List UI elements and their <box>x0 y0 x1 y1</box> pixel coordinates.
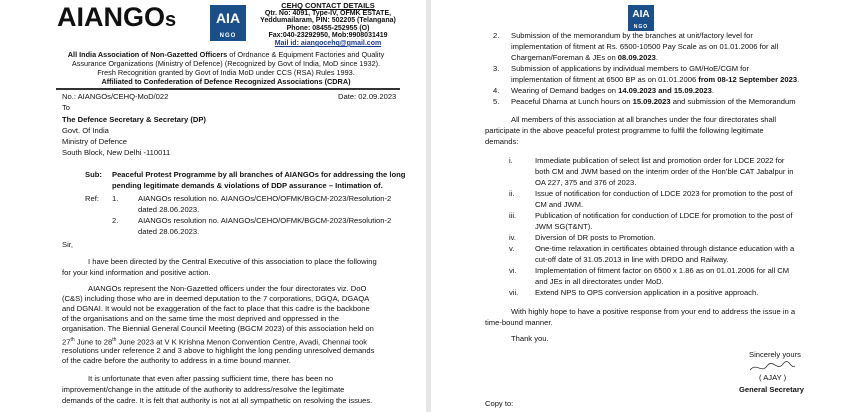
body-line: of the organisations and on the same time the most deprived and oppressed in the <box>62 314 339 323</box>
demand-line: Extend NPS to OPS conversion application in a positive approach. <box>535 288 759 297</box>
demand-line: Implementation of fitment factor on 6500 x 1.86 as on 01.01.2006 for all CM <box>535 266 790 275</box>
body-line: I have been directed by the Central Executive of this association to place the following <box>88 257 377 266</box>
demand-line: Publication of notification for conduction of LDCE for promotion to the post of <box>535 211 793 220</box>
demand-line: both CM and JWM based on the interim order of the Hon’ble CAT Jabalpur in <box>535 167 794 176</box>
closing-line: With highly hope to have a positive response from your end to address the issue in a <box>511 307 796 316</box>
subject-label: Sub: <box>85 170 102 179</box>
body-line: of the cadre before the authority to address in a time bound manner. <box>62 356 291 365</box>
body-line: and DGNAI. It would not be exaggeration of the fact to place that this cadre is the backbone <box>62 304 370 313</box>
body-line-with-dates: 27th June to 28th June 2023 at V K Krishna Menon Convention Centre, Avadi, Chennai took <box>62 337 367 347</box>
addressee-line: Ministry of Defence <box>62 137 127 146</box>
to-label: To <box>62 103 71 112</box>
programme-line: Peaceful Dharna at Lunch hours on 15.09.2023 and submission of the Memorandum <box>511 97 796 106</box>
body-line: resolutions under reference 2 and 3 above to highlight the long pending unresolved demands <box>62 346 375 355</box>
programme-line: Wearing of Demand badges on 14.09.2023 and 15.09.2023. <box>511 86 714 95</box>
demand-line: cut-off date of 31.05.2013 in line with DRDO and Railway. <box>535 255 729 264</box>
thanks: Thank you. <box>511 334 549 343</box>
demand-number: iii. <box>509 211 517 220</box>
demand-number: ii. <box>509 189 515 198</box>
body-line: participate in the above peaceful protest programme to fulfil the following legitimate <box>485 126 764 135</box>
programme-line: Submission of applications by individual members to GM/HoE/CGM for <box>511 64 750 73</box>
addressee-line: South Block, New Delhi -110011 <box>62 148 171 157</box>
demand-line: Issue of notification for conduction of LDCE 2023 for promotion to the post of <box>535 189 793 198</box>
letter-page-1 <box>0 0 426 412</box>
letter-page-2 <box>431 0 865 412</box>
aiango-logo-icon: AIA NGO <box>210 5 246 41</box>
programme-number: 5. <box>493 97 500 106</box>
programme-line: Chargeman/Foreman & JEs on 08.09.2023. <box>511 53 658 62</box>
sincerely: Sincerely yours <box>749 350 801 359</box>
demand-line: CM and JWM. <box>535 200 584 209</box>
association-header: All India Association of Non-Gazetted Officers of Ordnance & Equipment Factories and Quality Assurance Organizations (Ministry of Defence) (Recognized by Govt of India, MoD since 1932). Fresh Recognition granted by Govt of India MoD under CCS (RSA) Rules 1993. Affiliated to Confederation of Defence Recognized Associations (CDRA) <box>67 50 385 86</box>
body-line: All members of this association at all branches under the four directorates shall <box>511 115 777 124</box>
addressee-line: Govt. Of India <box>62 126 109 135</box>
closing-line: time-bound manner. <box>485 318 553 327</box>
demand-number: vi. <box>509 266 517 275</box>
demand-line: Immediate publication of select list and promotion order for LDCE 2022 for <box>535 156 785 165</box>
demand-line: Diversion of DR posts to Promotion. <box>535 233 656 242</box>
ref-line: AIANGOs resolution no. AIANGOs/CEHO/OFMK/BGCM-2023/Resolution-2 <box>138 216 392 225</box>
demand-number: v. <box>509 244 515 253</box>
programme-line: implementation of fitment at Rs. 6500-10500 Pay Scale as on 01.01.2006 for all <box>511 42 779 51</box>
ref-line: dated 28.06.2023. <box>138 205 200 214</box>
header-divider <box>56 88 400 90</box>
body-line: AIANGOs represent the Non-Gazetted officers under the four directorates viz. DoO <box>88 284 367 293</box>
ref-number: 2. <box>112 216 119 225</box>
aiango-logo-icon: AIA NGO <box>628 5 654 31</box>
ref-number: 1. <box>112 194 119 203</box>
salutation: Sir, <box>62 240 73 249</box>
body-line: for your kind information and positive action. <box>62 268 211 277</box>
demand-line: OA 227, 375 and 376 of 2023. <box>535 178 637 187</box>
demand-line: and JEs in all directorates under MoD. <box>535 277 664 286</box>
demand-number: i. <box>509 156 513 165</box>
body-line: (C&S) including those who are in deemed deputation to the 7 corporations, DGQA, DGAQA <box>62 294 370 303</box>
signatory-title: General Secretary <box>739 385 805 394</box>
demand-number: vii. <box>509 288 519 297</box>
signatory-name: ( AJAY ) <box>759 373 787 382</box>
demand-line: JWM SG(T&NT). <box>535 222 593 231</box>
body-line: improvement/change in the attitude of the authority to address/resolve the legitimate <box>62 385 345 394</box>
demand-line: One-time relaxation in certificates obtained through distance education with a <box>535 244 795 253</box>
programme-number: 3. <box>493 64 500 73</box>
subject-line: pending legitimate demands & violations of DDP assurance – Intimation of. <box>112 181 383 190</box>
org-title: AIANGOs <box>57 2 177 32</box>
body-line: It is unfortunate that even after passing sufficient time, there has been no <box>88 374 334 383</box>
copy-to-label: Copy to: <box>485 399 514 408</box>
body-line: demands: <box>485 137 519 146</box>
body-line: demands of the cadre. It is felt that authority is not at all sympathetic on resolving the issues. <box>62 396 373 405</box>
subject-line: Peaceful Protest Programme by all branches of AIANGOs for addressing the long <box>112 170 406 179</box>
programme-number: 2. <box>493 31 500 40</box>
ref-label: Ref: <box>85 194 99 203</box>
programme-number: 4. <box>493 86 500 95</box>
ref-line: AIANGOs resolution no. AIANGOs/CEHO/OFMK/BGCM-2023/Resolution-2 <box>138 194 392 203</box>
programme-line: implementation of fitment at 6500 BP as on 01.01.2006 from 08-12 September 2023. <box>511 75 800 84</box>
contact-details: CEHQ CONTACT DETAILS Qtr. No: 4091, Type-IV, OFMK ESTATE, Yeddumailaram, PIN: 502205 (Telangana) Phone: 08455-252955 (O) Fax:040-23292950, Mob:9908031419 Mail id: aiangocehq@gmail.com <box>260 1 396 47</box>
demand-number: iv. <box>509 233 517 242</box>
reference-number: No.: AIANGOs/CEHQ-MoD/022 <box>62 92 169 101</box>
ref-line: dated 28.06.2023. <box>138 227 200 236</box>
programme-line: Submission of the memorandum by the branches at unit/factory level for <box>511 31 753 40</box>
addressee-line: The Defence Secretary & Secretary (DP) <box>62 115 206 124</box>
body-line: organisation. The Biennial General Council Meeting (BGCM 2023) of this association held on <box>62 324 374 333</box>
letter-date: Date: 02.09.2023 <box>338 92 397 101</box>
